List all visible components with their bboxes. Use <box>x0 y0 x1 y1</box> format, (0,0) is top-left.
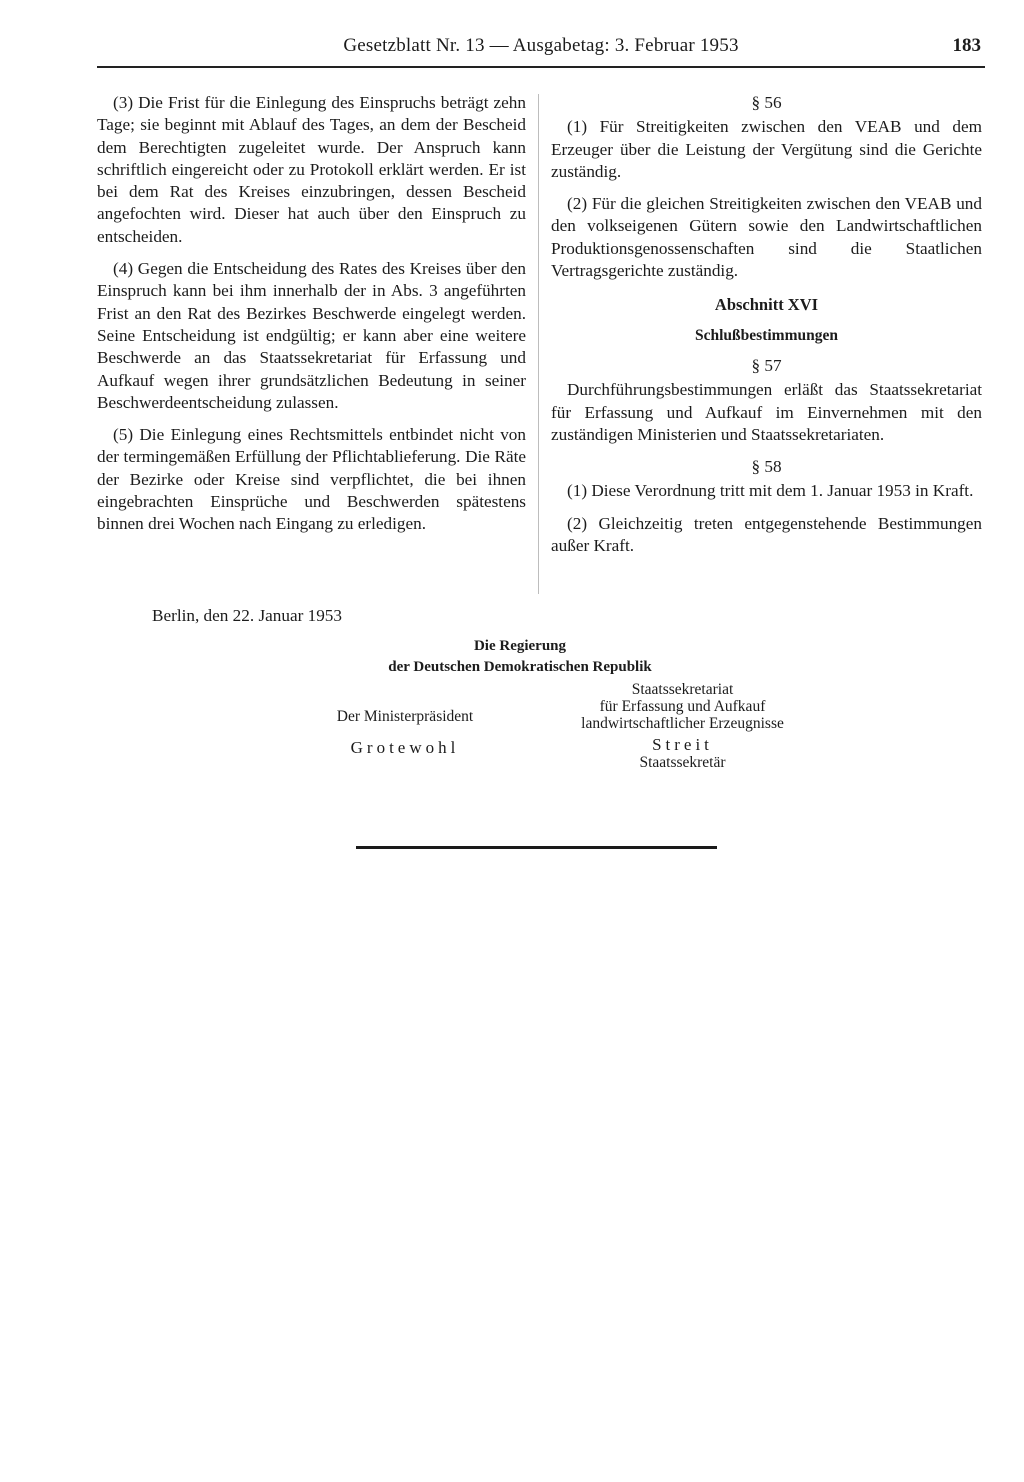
paragraph-3: (3) Die Frist für die Einlegung des Einspruchs beträgt zehn Tage; sie beginnt mit Ablauf des Tages, an dem der Bescheid dem Berechtigten zugeleitet wurde. Der Anspruch kann schriftlich eingereicht oder zu Protokoll erklärt werden. Er ist bei dem Rat des Kreises einzubringen, dessen Bescheid angefochten wird. Dieser hat auch über den Einspruch zu entscheiden. <box>97 93 526 246</box>
signature-right-org-3: landwirtschaftlicher Erzeugnisse <box>581 715 784 732</box>
abschnitt-heading: Abschnitt XVI <box>714 295 819 315</box>
section-57-text: Durchführungsbestimmungen erläßt das Staatssekretariat für Erfassung und Aufkauf im Einvernehmen mit den zuständigen Ministerien und Staatssekretariaten. <box>551 380 982 444</box>
government-line-1: Die Regierung <box>473 638 567 654</box>
place-date: Berlin, den 22. Januar 1953 <box>152 606 342 625</box>
government-block <box>290 636 750 678</box>
page-header <box>97 34 985 68</box>
signature-right-org-1: Staatssekretariat <box>631 681 734 698</box>
column-divider <box>538 94 539 594</box>
abschnitt-title: Schlußbestimmungen <box>695 326 838 344</box>
header-title: Gesetzblatt Nr. 13 — Ausgabetag: 3. Februar 1953 <box>343 35 739 56</box>
signature-right-name: Streit <box>652 735 713 754</box>
right-column <box>551 92 982 567</box>
section-56-heading: § 56 <box>751 93 782 112</box>
government-line-2: der Deutschen Demokratischen Republik <box>388 659 652 675</box>
signature-left <box>270 706 540 758</box>
page-number: 183 <box>952 35 981 56</box>
end-rule <box>356 846 717 849</box>
paragraph-5: (5) Die Einlegung eines Rechtsmittels entbindet nicht von der termingemäßen Erfüllung der Pflichtablieferung. Die Räte der Bezirke oder Kreise sind verpflichtet, die bei ihnen eingebrachten Einsprüche und Beschwerden spätestens binnen drei Wochen nach Eingang zu erledigen. <box>97 425 526 534</box>
section-58-paragraph-2: (2) Gleichzeitig treten entgegenstehende Bestimmungen außer Kraft. <box>551 513 982 556</box>
signature-left-role: Der Ministerpräsident <box>336 708 474 725</box>
section-58-paragraph-1: (1) Diese Verordnung tritt mit dem 1. Januar 1953 in Kraft. <box>567 481 974 501</box>
signature-right-org-2: für Erfassung und Aufkauf <box>599 698 766 715</box>
section-58-heading: § 58 <box>751 457 782 477</box>
section-56-paragraph-2: (2) Für die gleichen Streitigkeiten zwischen den VEAB und den volkseigenen Gütern sowie den Landwirtschaftlichen Produktionsgenossenschaften sind die Staatlichen Vertragsgerichte zuständig. <box>551 194 982 281</box>
section-56-paragraph-1: (1) Für Streitigkeiten zwischen den VEAB und dem Erzeuger über die Leistung der Vergütung sind die Gerichte zuständig. <box>551 117 982 181</box>
left-column <box>97 92 526 546</box>
signature-left-name: Grotewohl <box>350 738 460 757</box>
paragraph-4: (4) Gegen die Entscheidung des Rates des Kreises über den Einspruch kann bei ihm innerhalb der in Abs. 3 angeführten Frist an den Rat des Bezirkes Beschwerde eingelegt werden. Seine Entscheidung ist endgültig; er kann aber eine weitere Beschwerde an das Staatssekretariat für Erfassung und Aufkauf wegen ihrer grundsätzlichen Bedeutung in seiner Beschwerdeentscheidung zulassen. <box>97 259 526 412</box>
signature-right-role: Staatssekretär <box>639 754 726 771</box>
section-57-heading: § 57 <box>751 355 782 375</box>
signature-right <box>540 681 825 771</box>
